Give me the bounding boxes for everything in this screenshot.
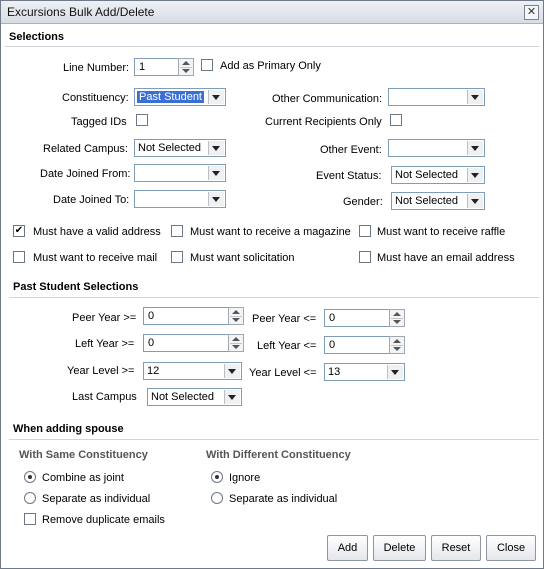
add-primary-label: Add as Primary Only bbox=[220, 60, 321, 72]
delete-button[interactable]: Delete bbox=[373, 535, 426, 561]
combine-joint-radio[interactable] bbox=[24, 471, 36, 483]
line-number-input[interactable]: 1 bbox=[134, 58, 179, 76]
date-joined-to-picker[interactable] bbox=[134, 190, 226, 208]
left-year-ge-label: Left Year >= bbox=[75, 338, 135, 350]
ignore-radio[interactable] bbox=[211, 471, 223, 483]
peer-year-le-label: Peer Year <= bbox=[252, 313, 317, 325]
solicitation-checkbox[interactable] bbox=[171, 251, 183, 263]
tagged-ids-checkbox[interactable] bbox=[136, 114, 148, 126]
remove-duplicate-emails-label: Remove duplicate emails bbox=[42, 514, 165, 526]
dialog-title: Excursions Bulk Add/Delete bbox=[7, 5, 155, 19]
peer-year-le-input[interactable]: 0 bbox=[324, 309, 390, 327]
chevron-down-icon[interactable] bbox=[208, 166, 224, 180]
separate-individual-label: Separate as individual bbox=[42, 493, 151, 505]
year-level-ge-select[interactable]: 12 bbox=[143, 362, 242, 380]
chevron-down-icon[interactable] bbox=[208, 192, 224, 206]
peer-year-ge-label: Peer Year >= bbox=[72, 312, 137, 324]
event-status-label: Event Status: bbox=[316, 170, 382, 182]
line-number-stepper[interactable] bbox=[178, 58, 194, 76]
different-constituency-heading: With Different Constituency bbox=[206, 449, 351, 461]
year-level-le-select[interactable]: 13 bbox=[324, 363, 405, 381]
chevron-down-icon[interactable] bbox=[208, 90, 224, 104]
peer-year-ge-input[interactable]: 0 bbox=[143, 307, 229, 325]
divider bbox=[5, 46, 539, 47]
chevron-down-icon[interactable] bbox=[224, 364, 240, 378]
ignore-label: Ignore bbox=[229, 472, 261, 484]
check-label: Must have an email address bbox=[377, 252, 515, 264]
peer-year-le-stepper[interactable] bbox=[389, 309, 405, 327]
left-year-ge-input[interactable]: 0 bbox=[143, 334, 229, 352]
mail-checkbox[interactable] bbox=[13, 251, 25, 263]
date-joined-from-picker[interactable] bbox=[134, 164, 226, 182]
close-button[interactable]: Close bbox=[486, 535, 536, 561]
add-button[interactable]: Add bbox=[327, 535, 368, 561]
chevron-down-icon[interactable] bbox=[224, 390, 240, 404]
constituency-select[interactable] bbox=[134, 88, 226, 106]
divider bbox=[9, 297, 539, 298]
year-level-le-label: Year Level <= bbox=[249, 367, 317, 379]
left-year-le-stepper[interactable] bbox=[389, 336, 405, 354]
current-recipients-label: Current Recipients Only bbox=[265, 116, 382, 128]
check-label: Must want solicitation bbox=[190, 252, 295, 264]
constituency-label: Constituency: bbox=[62, 92, 129, 104]
past-student-heading: Past Student Selections bbox=[13, 281, 139, 293]
spouse-heading: When adding spouse bbox=[13, 423, 124, 435]
chevron-down-icon[interactable] bbox=[467, 90, 483, 104]
date-joined-to-label: Date Joined To: bbox=[53, 194, 130, 206]
check-label: Must want to receive raffle bbox=[377, 226, 506, 238]
chevron-down-icon[interactable] bbox=[467, 141, 483, 155]
selections-heading: Selections bbox=[9, 31, 65, 43]
combine-joint-label: Combine as joint bbox=[42, 472, 124, 484]
chevron-down-icon[interactable] bbox=[208, 141, 224, 155]
check-label: Must want to receive a magazine bbox=[190, 226, 351, 238]
diff-separate-individual-label: Separate as individual bbox=[229, 493, 338, 505]
event-status-select[interactable]: Not Selected bbox=[391, 166, 485, 184]
reset-button[interactable]: Reset bbox=[431, 535, 481, 561]
related-campus-label: Related Campus: bbox=[43, 143, 128, 155]
left-year-le-input[interactable]: 0 bbox=[324, 336, 390, 354]
related-campus-select[interactable]: Not Selected bbox=[134, 139, 226, 157]
left-year-le-label: Left Year <= bbox=[257, 340, 317, 352]
same-constituency-heading: With Same Constituency bbox=[19, 449, 148, 461]
remove-duplicate-emails-checkbox[interactable] bbox=[24, 513, 36, 525]
other-communication-select[interactable] bbox=[388, 88, 485, 106]
diff-separate-individual-radio[interactable] bbox=[211, 492, 223, 504]
left-year-ge-stepper[interactable] bbox=[228, 334, 244, 352]
peer-year-ge-stepper[interactable] bbox=[228, 307, 244, 325]
other-event-label: Other Event: bbox=[320, 144, 382, 156]
check-label: Must want to receive mail bbox=[33, 252, 158, 264]
gender-label: Gender: bbox=[343, 196, 383, 208]
check-label: Must have a valid address bbox=[33, 226, 161, 238]
separate-individual-radio[interactable] bbox=[24, 492, 36, 504]
title-bar bbox=[1, 1, 543, 24]
divider bbox=[9, 439, 539, 440]
year-level-ge-label: Year Level >= bbox=[67, 365, 135, 377]
date-joined-from-label: Date Joined From: bbox=[40, 168, 131, 180]
line-number-label: Line Number: bbox=[63, 62, 130, 74]
raffle-checkbox[interactable] bbox=[359, 225, 371, 237]
other-communication-label: Other Communication: bbox=[272, 93, 383, 105]
chevron-down-icon[interactable] bbox=[467, 194, 483, 208]
magazine-checkbox[interactable] bbox=[171, 225, 183, 237]
chevron-down-icon[interactable] bbox=[467, 168, 483, 182]
add-primary-checkbox[interactable] bbox=[201, 59, 213, 71]
other-event-select[interactable] bbox=[388, 139, 485, 157]
email-address-checkbox[interactable] bbox=[359, 251, 371, 263]
chevron-down-icon[interactable] bbox=[387, 365, 403, 379]
close-icon[interactable]: ✕ bbox=[524, 5, 539, 20]
tagged-ids-label: Tagged IDs bbox=[71, 116, 127, 128]
last-campus-select[interactable]: Not Selected bbox=[147, 388, 242, 406]
current-recipients-checkbox[interactable] bbox=[390, 114, 402, 126]
valid-address-checkbox[interactable]: ✔ bbox=[14, 225, 24, 236]
gender-select[interactable]: Not Selected bbox=[391, 192, 485, 210]
constituency-value: Past Student bbox=[139, 91, 202, 103]
last-campus-label: Last Campus bbox=[72, 391, 137, 403]
